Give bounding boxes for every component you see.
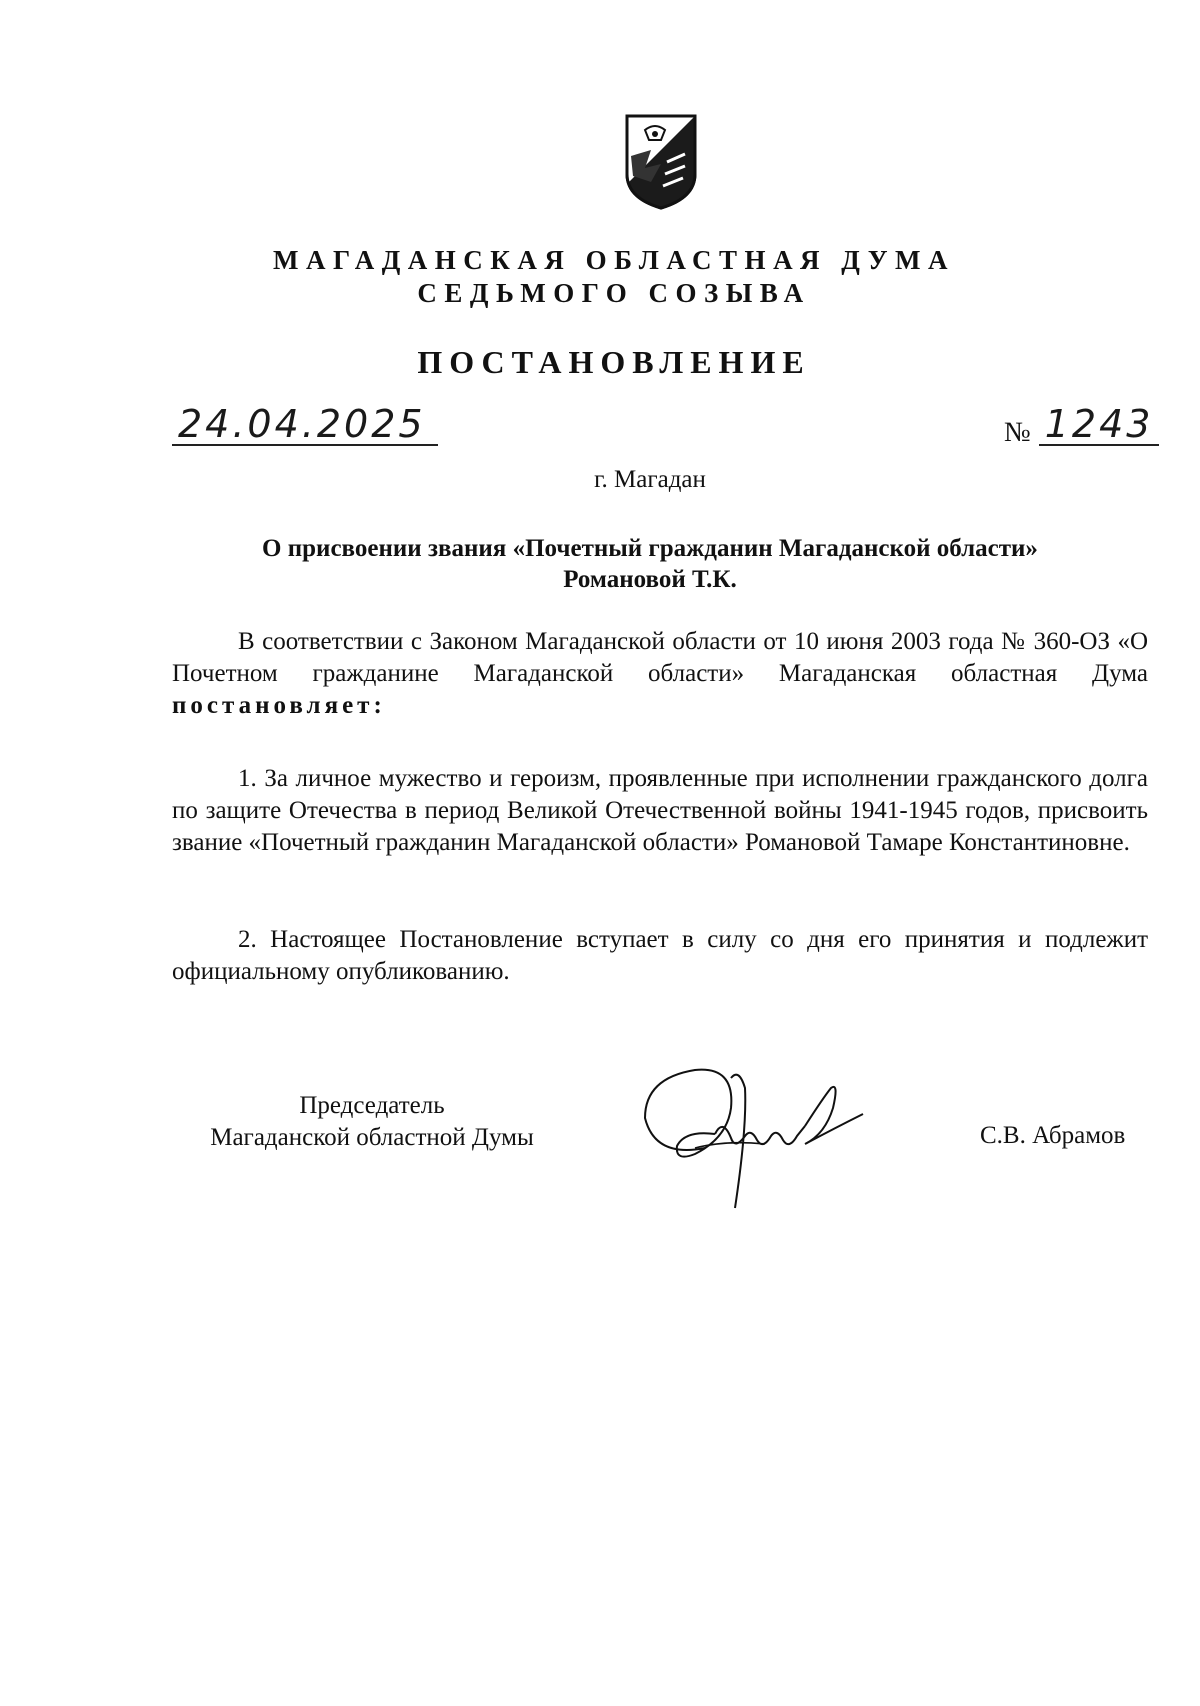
signatory-name: С.В. Абрамов xyxy=(980,1122,1126,1149)
signatory-role xyxy=(172,1090,572,1154)
document-type: ПОСТАНОВЛЕНИЕ xyxy=(417,344,811,380)
organization-name: МАГАДАНСКАЯ ОБЛАСТНАЯ ДУМА xyxy=(272,245,956,275)
resolution-item-2: 2. Настоящее Постановление вступает в силу со дня его принятия и подлежит официальному опубликованию. xyxy=(172,926,1148,985)
basis-text: В соответствии с Законом Магаданской области от 10 июня 2003 года № 360-ОЗ «О Почетном гражданине Магаданской области» Магаданская областная Дума xyxy=(172,628,1148,687)
document-date: 24.04.2025 xyxy=(172,404,438,446)
resolve-verb: постановляет xyxy=(172,692,374,719)
document-title-line2: Романовой Т.К. xyxy=(563,566,737,593)
document-title-line1: О присвоении звания «Почетный гражданин Магаданской области» xyxy=(262,535,1038,562)
signatory-role-line1: Председатель xyxy=(299,1092,445,1119)
signatory-role-line2: Магаданской областной Думы xyxy=(210,1124,534,1151)
coat-of-arms-icon xyxy=(621,112,701,212)
convocation: СЕДЬМОГО СОЗЫВА xyxy=(417,278,811,308)
number-sign: № xyxy=(1004,417,1031,448)
city: г. Магадан xyxy=(594,466,706,493)
document-number: 1243 xyxy=(1039,404,1160,446)
basis-paragraph xyxy=(172,626,1148,722)
resolution-item-1: 1. За личное мужество и героизм, проявленные при исполнении гражданского долга по защите Отечества в период Великой Отечественной войны 1941-1945 годов, присвоить звание «Почетный гражданин Магаданской области» Романовой Тамаре Константиновне. xyxy=(172,765,1148,856)
basis-colon: : xyxy=(373,692,386,719)
handwritten-signature xyxy=(635,1058,865,1218)
document-number-block xyxy=(1004,404,1159,446)
